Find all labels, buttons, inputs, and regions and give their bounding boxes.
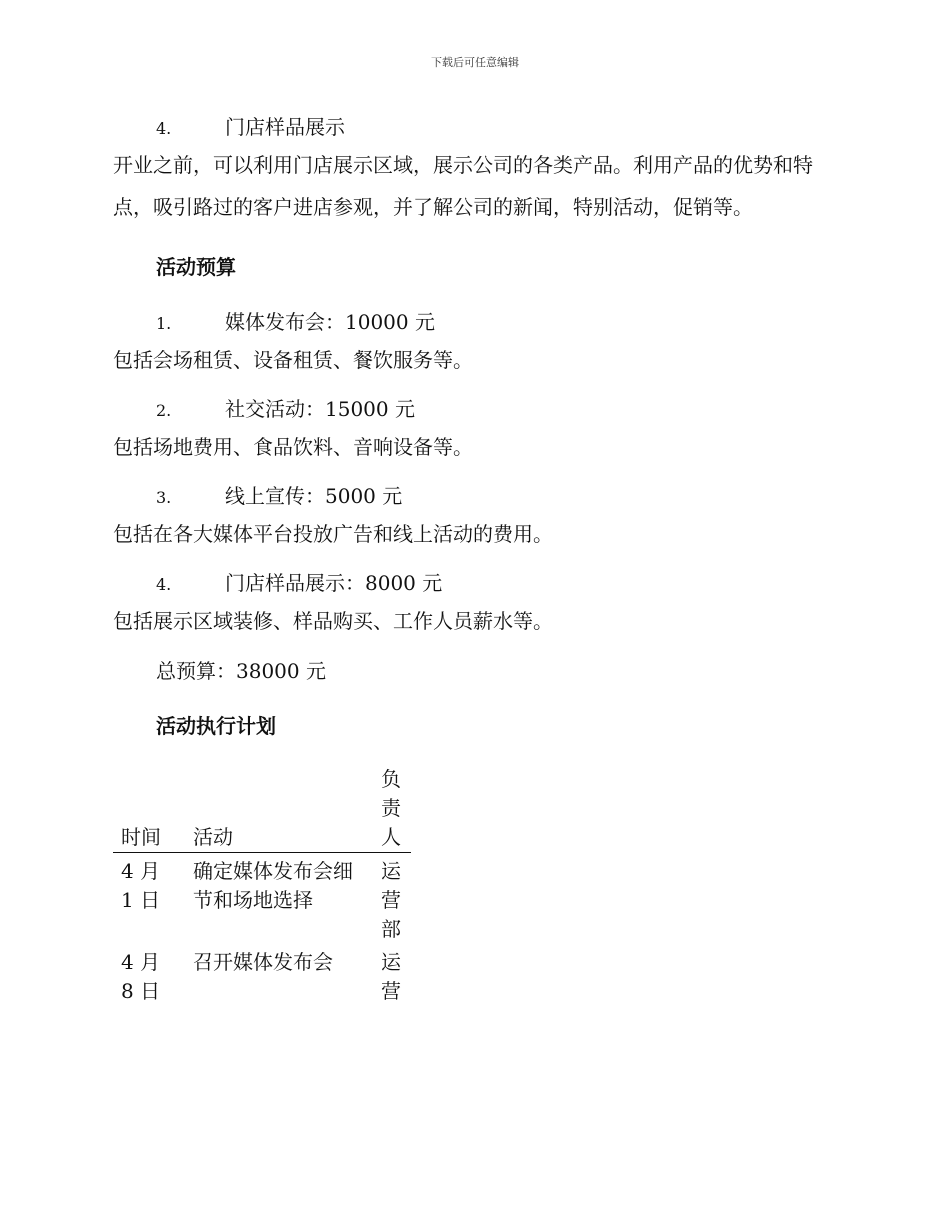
budget-item-4-desc: 包括展示区域装修、样品购买、工作人员薪水等。 [113, 609, 553, 633]
table-row [113, 853, 411, 945]
budget-heading: 活动预算 [156, 255, 236, 279]
page-header: 下载后可任意编辑 [431, 56, 519, 69]
cell-owner: 运营 [381, 950, 401, 1003]
budget-item-2-desc: 包括场地费用、食品饮料、音响设备等。 [113, 435, 473, 459]
plan-table [113, 765, 411, 1006]
budget-item-1-desc: 包括会场租赁、设备租赁、餐饮服务等。 [113, 348, 473, 372]
list-number: 2. [156, 401, 172, 420]
cell-activity: 确定媒体发布会细节和场地选择 [193, 859, 353, 912]
budget-item-1 [113, 307, 833, 337]
list-label: 线上宣传：5000 元 [225, 484, 403, 508]
column-header-time: 时间 [121, 825, 161, 849]
cell-time: 4 月 8 日 [121, 950, 161, 1003]
table-header-row [113, 765, 411, 853]
budget-total: 总预算：38000 元 [156, 659, 326, 683]
list-label: 社交活动：15000 元 [225, 397, 415, 421]
list-number: 3. [156, 488, 172, 507]
cell-activity: 召开媒体发布会 [193, 950, 333, 974]
list-number: 1. [156, 314, 172, 333]
list-label: 媒体发布会：10000 元 [225, 310, 435, 334]
budget-item-2 [113, 394, 833, 424]
section-display-title [113, 112, 833, 142]
section-display-body: 开业之前，可以利用门店展示区域，展示公司的各类产品。利用产品的优势和特点，吸引路过的客户进店参观，并了解公司的新闻，特别活动，促销等。 [113, 153, 813, 219]
list-label: 门店样品展示 [225, 115, 345, 139]
list-label: 门店样品展示：8000 元 [225, 571, 443, 595]
list-number: 4. [156, 575, 172, 594]
document-body [113, 112, 833, 1006]
budget-item-3-desc: 包括在各大媒体平台投放广告和线上活动的费用。 [113, 522, 553, 546]
list-number: 4. [156, 119, 172, 138]
column-header-owner: 负责人 [381, 767, 401, 849]
column-header-activity: 活动 [193, 825, 233, 849]
cell-owner: 运营部 [381, 859, 401, 941]
cell-time: 4 月 1 日 [121, 859, 161, 912]
budget-item-4 [113, 568, 833, 598]
table-row [113, 944, 411, 1006]
plan-heading: 活动执行计划 [156, 714, 276, 738]
budget-item-3 [113, 481, 833, 511]
